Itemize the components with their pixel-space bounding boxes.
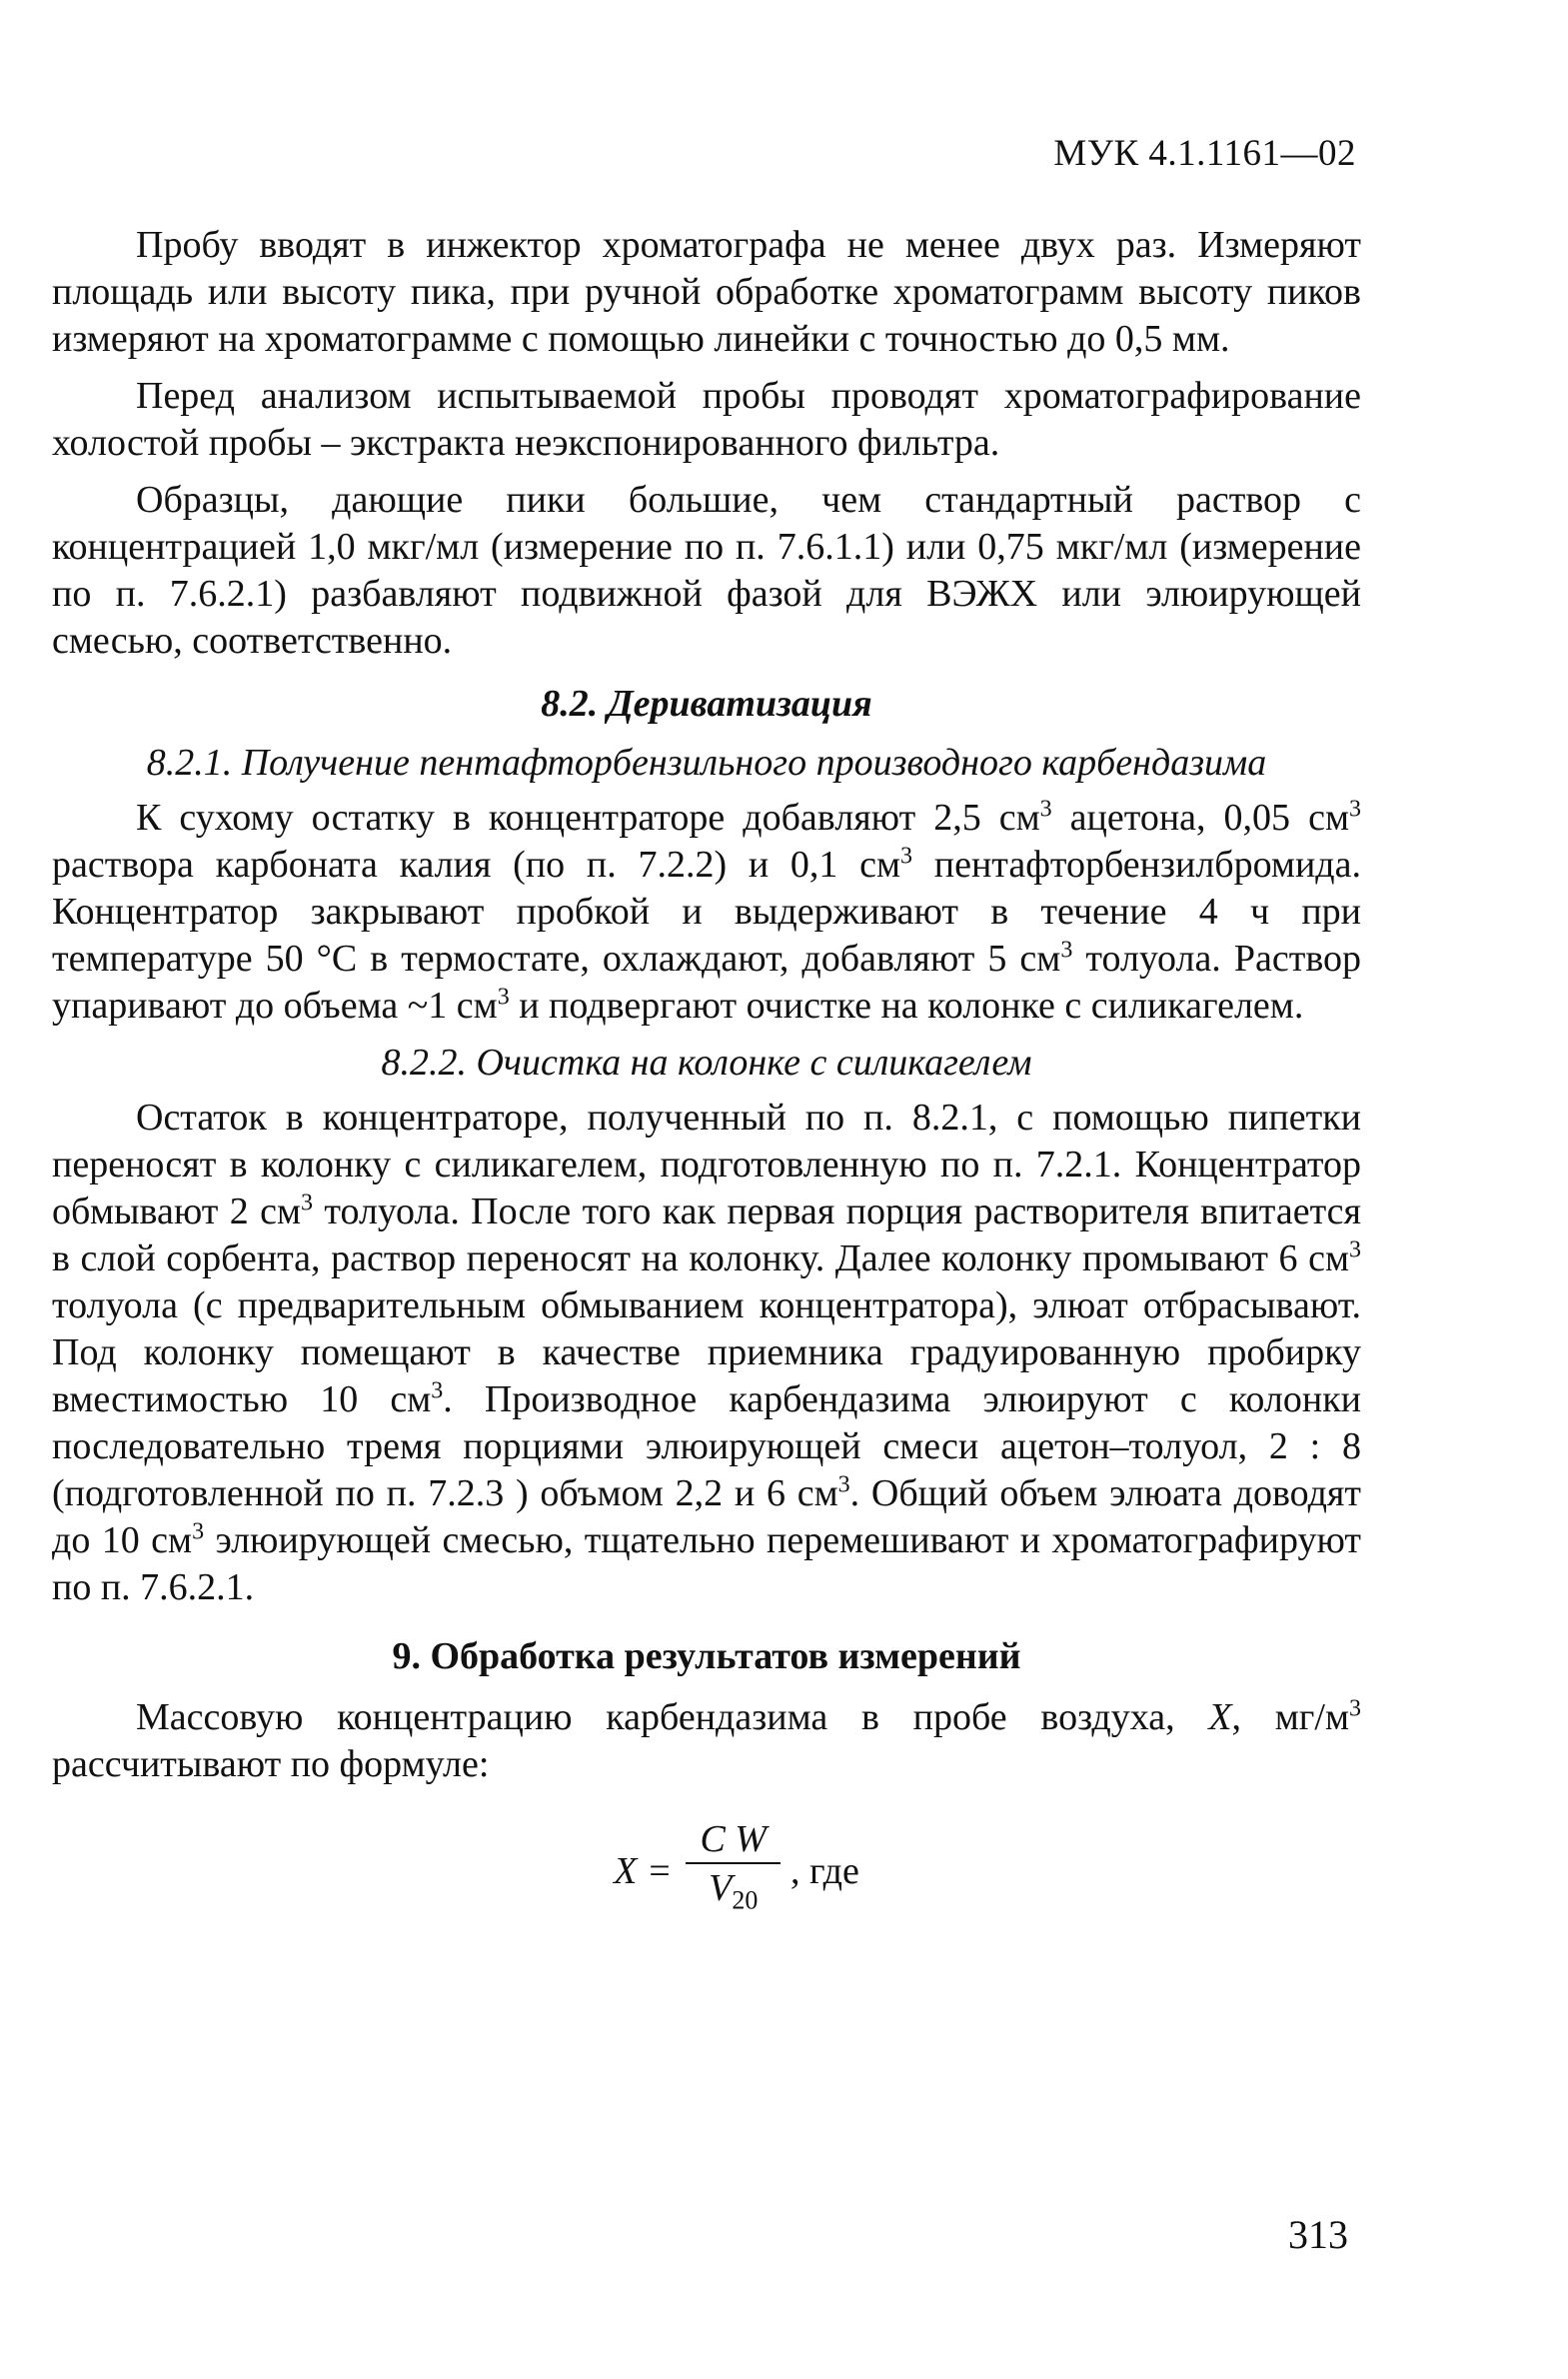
text-run: толуола (с предварительным обмыванием концентратора), элюат отбрасывают. Под колонку помещают в качестве приемника градуированную пробирку вместимостью 10 см: [52, 1284, 1361, 1420]
text-run: раствора карбоната калия (по п. 7.2.2) и 0,1 см: [52, 844, 901, 886]
text-run: элюирующей смесью, тщательно перемешивают и хроматографируют по п. 7.6.2.1.: [52, 1519, 1361, 1608]
subsection-heading-8-2-2: 8.2.2. Очистка на колонке с силикагелем: [381, 1042, 1032, 1084]
section-heading-8-2: 8.2. Дериватизация: [541, 683, 872, 725]
text-run: толуола. После того как первая порция растворителя впитается в слой сорбента, раствор переносят на колонку. Далее колонку промывают 6 см: [52, 1190, 1361, 1279]
superscript: 3: [900, 843, 913, 870]
text-run: . Производное карбендазима элюируют с колонки последовательно тремя порциями элюирующей смеси ацетон–толуол, 2 : 8 (подготовленной по п. 7.2.3 ) объмом 2,2 и 6 см: [52, 1378, 1361, 1514]
formula: [112, 1818, 1361, 1925]
superscript: 3: [1349, 796, 1361, 823]
paragraph: Образцы, дающие пики большие, чем стандартный раствор с концентрацией 1,0 мкг/мл (измерение по п. 7.6.1.1) или 0,75 мкг/мл (измерение по п. 7.6.2.1) разбавляют подвижной фазой для ВЭЖХ или элюирующей смесью, соответственно.: [52, 479, 1361, 662]
text-run: . Общий объем элюата доводят до 10 см: [52, 1472, 1362, 1561]
document-code: МУК 4.1.1161—02: [1053, 133, 1356, 174]
superscript: 3: [301, 1190, 313, 1216]
formula-suffix: , где: [789, 1849, 859, 1892]
text-run: пентафторбензилбромида. Концентратор закрывают пробкой и выдерживают в течение 4 ч при температуре 50 °С в термостате, охлаждают, добавляют 5 см: [52, 844, 1361, 980]
superscript: 3: [1349, 1236, 1361, 1263]
text-run: ацетона, 0,05 см: [1051, 797, 1349, 839]
formula-denominator-base: V: [709, 1867, 733, 1909]
formula-lhs: X =: [614, 1849, 673, 1892]
section-heading-9: 9. Обработка результатов измерений: [392, 1635, 1021, 1677]
superscript: 3: [837, 1471, 850, 1498]
formula-denominator-subscript: 20: [732, 1885, 759, 1915]
page-number: 313: [1288, 2212, 1348, 2257]
paragraph-9-intro: [52, 1694, 1361, 1788]
superscript: 3: [1060, 937, 1073, 964]
formula-numerator: C W: [686, 1818, 781, 1864]
formula-fraction: [686, 1818, 781, 1925]
superscript: 3: [1039, 796, 1052, 823]
page-content: [52, 222, 1361, 1925]
superscript: 3: [431, 1377, 444, 1404]
text-run: , мг/м: [1231, 1696, 1349, 1738]
text-run: К сухому остатку в концентраторе добавляют 2,5 см: [136, 797, 1040, 839]
text-run: Массовую концентрацию карбендазима в пробе воздуха,: [136, 1696, 1209, 1738]
superscript: 3: [192, 1518, 205, 1545]
text-run: и подвергают очистке на колонке с силикагелем.: [509, 985, 1304, 1027]
subsection-heading-8-2-1: 8.2.1. Получение пентафторбензильного производного карбендазима: [146, 742, 1267, 784]
text-run: рассчитывают по формуле:: [52, 1743, 490, 1785]
paragraph: Перед анализом испытываемой пробы проводят хроматографирование холостой пробы – экстракта неэкспонированного фильтра.: [52, 375, 1361, 464]
paragraph-8-2-1: [52, 795, 1361, 1030]
superscript: 3: [1349, 1695, 1361, 1722]
paragraph: Пробу вводят в инжектор хроматографа не менее двух раз. Измеряют площадь или высоту пика, при ручной обработке хроматограмм высоту пиков измеряют на хроматограмме с помощью линейки с точностью до 0,5 мм.: [52, 224, 1361, 360]
text-run: толуола. Раствор упаривают до объема ~1 см: [52, 938, 1362, 1027]
formula-denominator: [709, 1864, 758, 1925]
variable-x: X: [1208, 1696, 1232, 1738]
paragraph-8-2-2: [52, 1095, 1361, 1611]
text-run: Остаток в концентраторе, полученный по п. 8.2.1, с помощью пипетки переносят в колонку с силикагелем, подготовленную по п. 7.2.1. Концентратор обмывают 2 см: [52, 1097, 1361, 1232]
superscript: 3: [497, 984, 510, 1011]
